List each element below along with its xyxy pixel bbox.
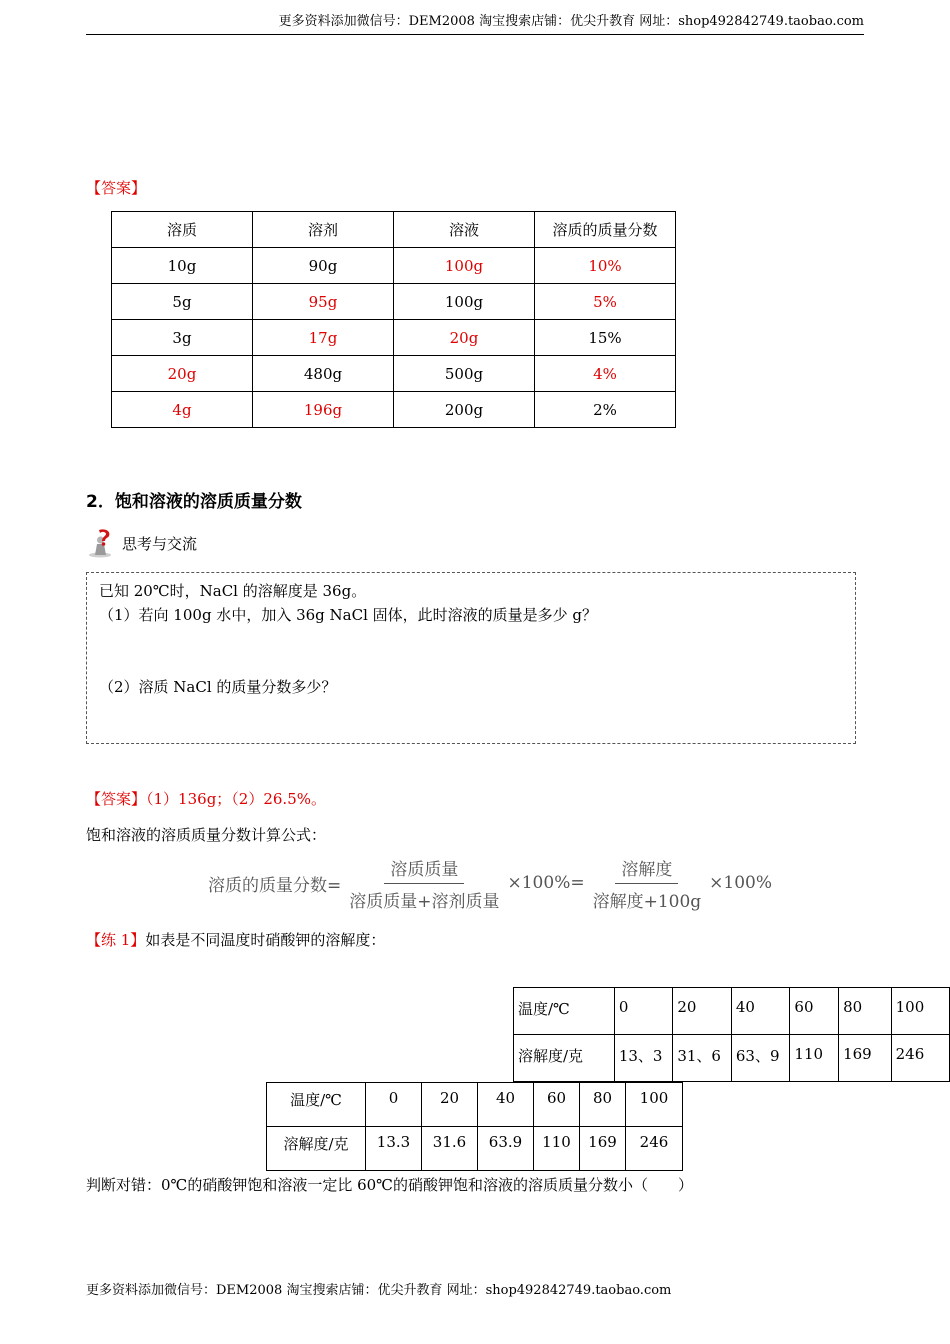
solubility-table-2 — [266, 1082, 683, 1171]
table-cell: 溶解度/克 — [514, 1035, 615, 1082]
practice-1 — [86, 929, 385, 950]
table-cell-answer: 20g — [112, 356, 253, 392]
practice-text: 如表是不同温度时硝酸钾的溶解度： — [145, 931, 386, 949]
solubility-table-1 — [513, 987, 950, 1082]
table-cell-answer: 4g — [112, 392, 253, 428]
table-cell: 20 — [422, 1083, 478, 1127]
fraction-2 — [587, 855, 708, 912]
judge-question: 判断对错：0℃的硝酸钾饱和溶液一定比 60℃的硝酸钾饱和溶液的溶质质量分数小（ ） — [86, 1176, 693, 1194]
section-heading: 2．饱和溶液的溶质质量分数 — [86, 492, 302, 512]
table-cell: 110 — [534, 1127, 580, 1171]
table-row — [267, 1083, 683, 1127]
table-header-cell: 溶质的质量分数 — [535, 212, 676, 248]
page-footer: 更多资料添加微信号：DEM2008 淘宝搜索店铺：优尖升教育 网址：shop492842749.taobao.com — [86, 1283, 672, 1298]
table-row — [112, 356, 676, 392]
answer-label-2: 【答案】 — [86, 790, 147, 808]
table-cell: 20 — [673, 988, 732, 1035]
table-cell: 169 — [839, 1035, 892, 1082]
table-cell: 100g — [394, 284, 535, 320]
table-cell: 3g — [112, 320, 253, 356]
table-cell: 13、3 — [614, 1035, 673, 1082]
formula — [208, 857, 773, 912]
table-cell: 110 — [790, 1035, 839, 1082]
table-cell: 60 — [534, 1083, 580, 1127]
table-row — [112, 248, 676, 284]
question-figure-icon — [86, 528, 116, 558]
table-cell: 温度/℃ — [267, 1083, 366, 1127]
table-row — [514, 1035, 950, 1082]
table-row — [112, 320, 676, 356]
formula-intro: 饱和溶液的溶质质量分数计算公式： — [86, 826, 327, 844]
question-line: 已知 20℃时，NaCl 的溶解度是 36g。 — [99, 582, 367, 600]
table-cell-answer: 10% — [535, 248, 676, 284]
table-row — [514, 988, 950, 1035]
fraction-denominator: 溶解度+100g — [592, 891, 702, 912]
think-label: 思考与交流 — [122, 534, 198, 553]
table-cell: 40 — [731, 988, 790, 1035]
page-header: 更多资料添加微信号：DEM2008 淘宝搜索店铺：优尖升教育 网址：shop492842749.taobao.com — [86, 12, 864, 35]
table-cell: 31、6 — [673, 1035, 732, 1082]
table-cell: 246 — [626, 1127, 683, 1171]
table-cell: 13.3 — [366, 1127, 422, 1171]
formula-lhs: 溶质的质量分数= — [208, 875, 342, 896]
table-cell: 0 — [366, 1083, 422, 1127]
table-cell: 80 — [580, 1083, 626, 1127]
question-box — [86, 572, 856, 744]
table-cell-answer: 17g — [253, 320, 394, 356]
table-header-cell: 溶剂 — [253, 212, 394, 248]
fraction-1 — [343, 855, 505, 912]
table-row — [112, 392, 676, 428]
answer-table — [111, 211, 676, 428]
table-cell-answer: 4% — [535, 356, 676, 392]
table-cell-answer: 20g — [394, 320, 535, 356]
table-cell: 100 — [626, 1083, 683, 1127]
table-cell: 100 — [891, 988, 949, 1035]
fraction-denominator: 溶质质量+溶剂质量 — [349, 891, 500, 912]
table-cell: 80 — [839, 988, 892, 1035]
table-cell: 500g — [394, 356, 535, 392]
table-cell: 温度/℃ — [514, 988, 615, 1035]
answer-line-2 — [86, 788, 326, 809]
table-cell: 200g — [394, 392, 535, 428]
practice-label: 【练 1】 — [86, 931, 146, 949]
table-cell: 2% — [535, 392, 676, 428]
table-cell: 5g — [112, 284, 253, 320]
table-cell: 63、9 — [731, 1035, 790, 1082]
think-and-discuss — [86, 528, 197, 558]
table-cell: 40 — [478, 1083, 534, 1127]
formula-mid: ×100%= — [507, 873, 585, 893]
table-row — [112, 284, 676, 320]
table-cell-answer: 95g — [253, 284, 394, 320]
table-header-cell: 溶质 — [112, 212, 253, 248]
table-cell: 90g — [253, 248, 394, 284]
fraction-numerator: 溶解度 — [615, 855, 678, 884]
table-row — [267, 1127, 683, 1171]
table-cell: 15% — [535, 320, 676, 356]
table-cell: 0 — [614, 988, 673, 1035]
table-header-row — [112, 212, 676, 248]
question-line: （1）若向 100g 水中，加入 36g NaCl 固体，此时溶液的质量是多少 g？ — [99, 606, 598, 624]
table-cell: 60 — [790, 988, 839, 1035]
table-cell: 63.9 — [478, 1127, 534, 1171]
table-header-cell: 溶液 — [394, 212, 535, 248]
table-cell-answer: 196g — [253, 392, 394, 428]
table-cell: 246 — [891, 1035, 949, 1082]
table-cell-answer: 100g — [394, 248, 535, 284]
fraction-numerator: 溶质质量 — [384, 855, 464, 884]
table-cell-answer: 5% — [535, 284, 676, 320]
formula-end: ×100% — [709, 873, 773, 893]
table-cell: 10g — [112, 248, 253, 284]
table-cell: 169 — [580, 1127, 626, 1171]
table-cell: 31.6 — [422, 1127, 478, 1171]
question-line: （2）溶质 NaCl 的质量分数多少？ — [99, 678, 337, 696]
table-cell: 溶解度/克 — [267, 1127, 366, 1171]
answer-label-1: 【答案】 — [86, 179, 147, 197]
answer-text-2: （1）136g；（2）26.5%。 — [146, 790, 326, 808]
table-cell: 480g — [253, 356, 394, 392]
